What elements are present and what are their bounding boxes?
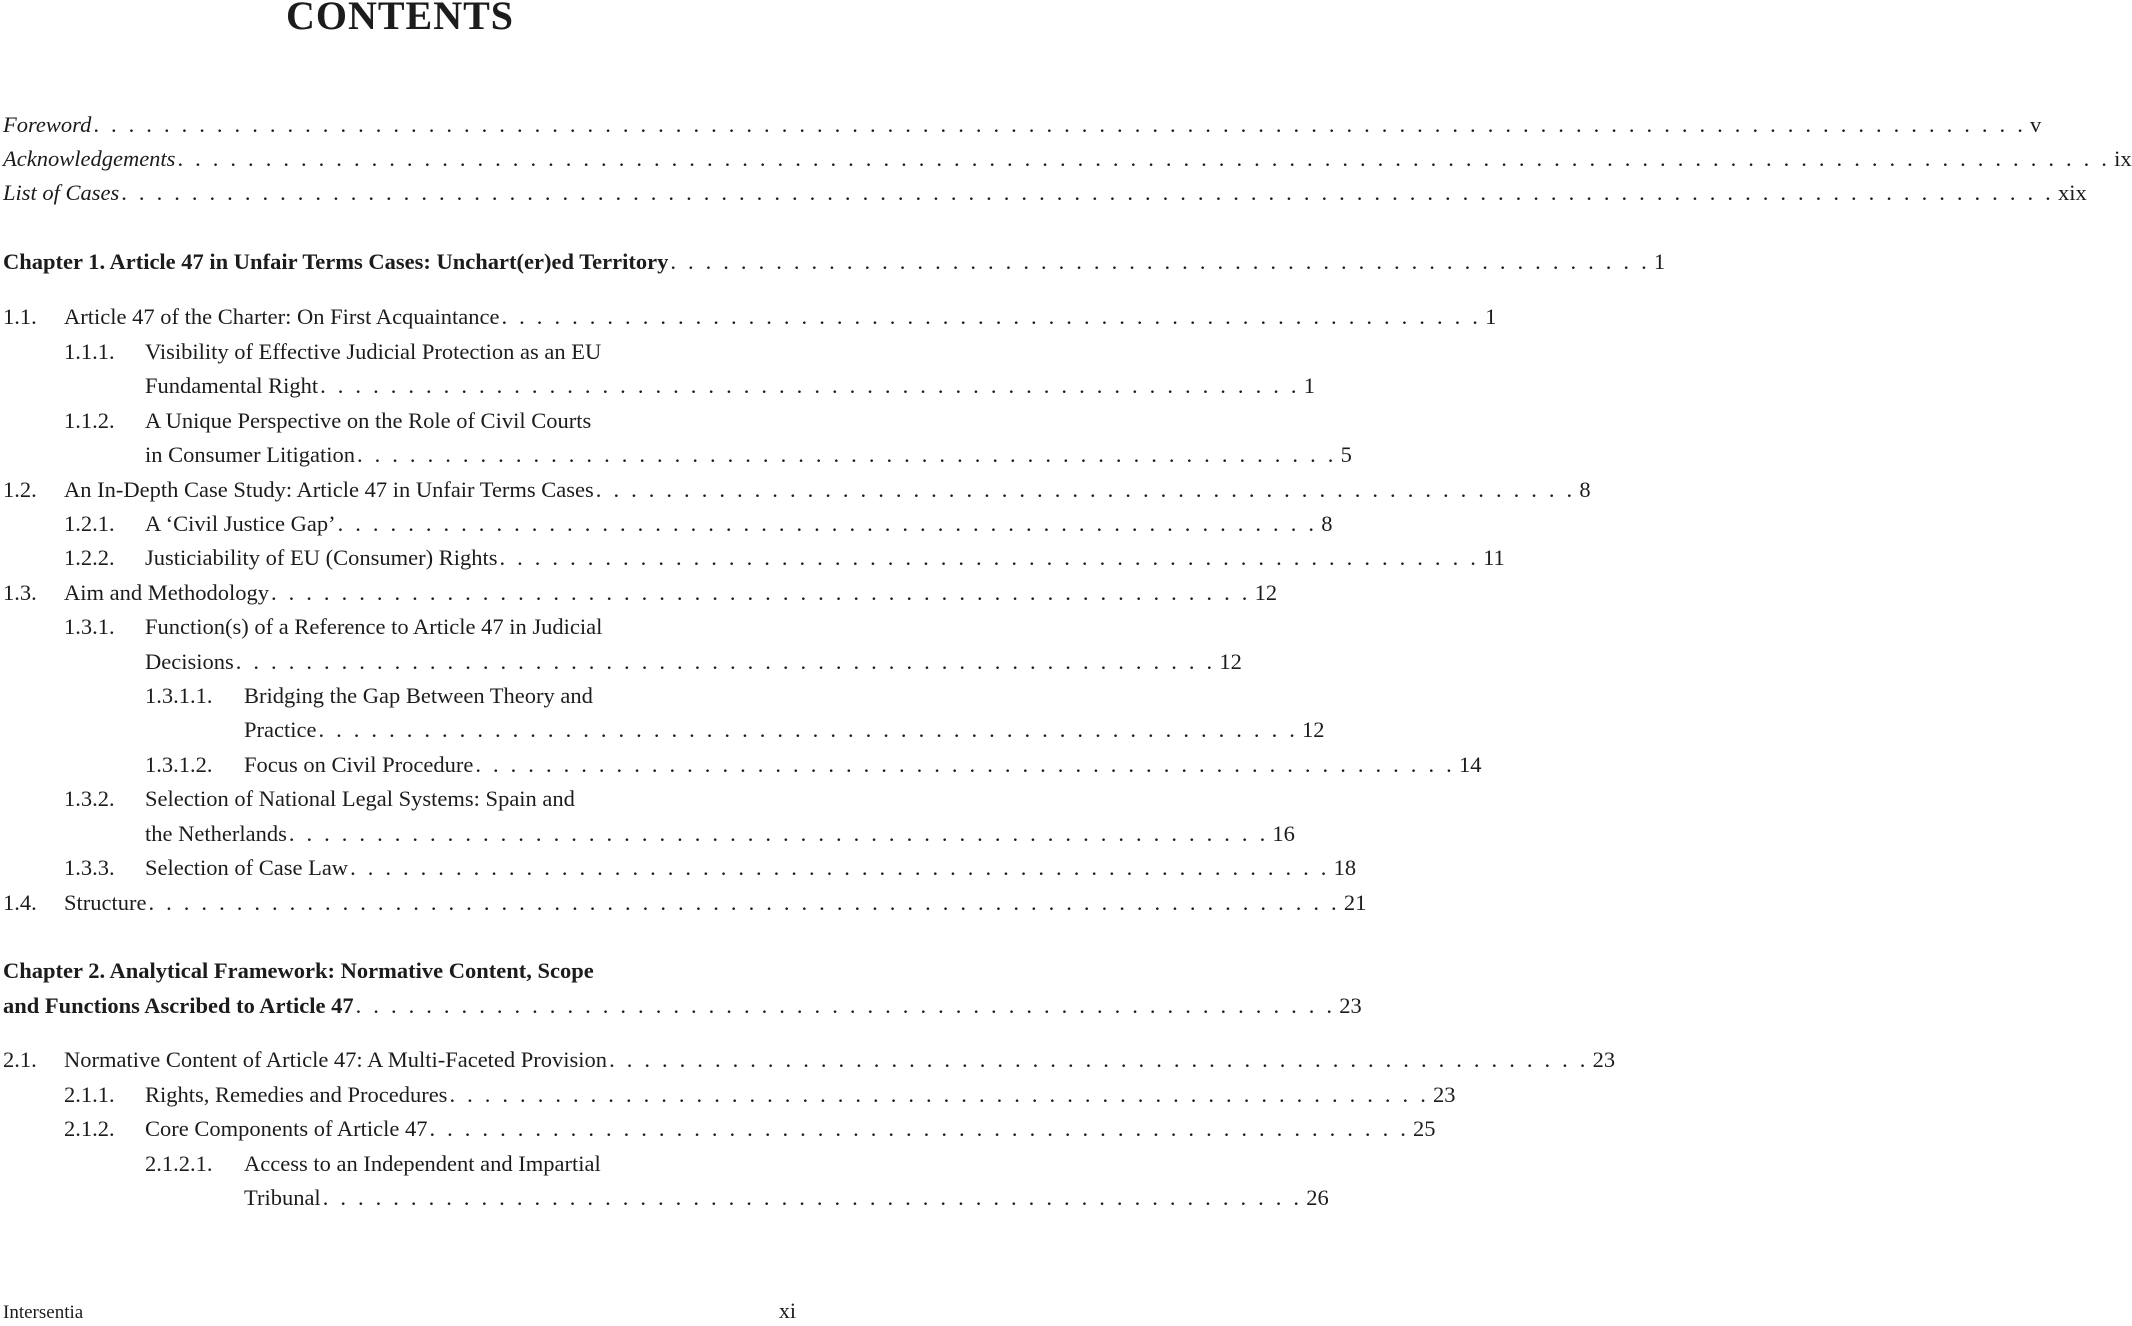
chapter-title: Chapter 1. Article 47 in Unfair Terms Cases: Unchart(er)ed Territory [3,249,669,274]
toc-page-number: 1 [1485,304,1497,329]
footer-publisher: Intersentia [3,1302,84,1323]
dot-leader: . . . . . . . . . . . . . . . . . . . . . . . . . . . . . . . . . . . . . . . . . . . . . . . . . . . . . . . . [322,1185,1303,1210]
dot-leader: . . . . . . . . . . . . . . . . . . . . . . . . . . . . . . . . . . . . . . . . . . . . . . . . . . . . . . . . . . . . . . . . . . . . . . . . . . . . . . . . . . . . . . . . . . . . . . . . . . . . . . . . . . . . . . [121,180,2054,205]
dot-leader: . . . . . . . . . . . . . . . . . . . . . . . . . . . . . . . . . . . . . . . . . . . . . . . . . . . . . . . . . . . . . . . . . . . . . . . . . . . . . . . . . . . . . . . . . . . . . . . . . . . . . . . . . . . . . . [177,146,2111,171]
toc-entry-text: Selection of National Legal Systems: Spain and [145,786,575,811]
chapter-title: Chapter 2. Analytical Framework: Normative Content, Scope [3,958,594,983]
dot-leader: . . . . . . . . . . . . . . . . . . . . . . . . . . . . . . . . . . . . . . . . . . . . . . . . . . . . . . . . [350,855,1330,880]
toc-page-number: 14 [1458,752,1482,777]
toc-entry-text: An In-Depth Case Study: Article 47 in Unfair Terms Cases [64,477,594,502]
toc-entry-1-4[interactable] [0,886,1367,920]
section-number: 1.1. [3,304,37,329]
toc-page-number: 23 [1592,1047,1616,1072]
toc-entry-text: Acknowledgements [3,146,176,171]
toc-entry-text: Visibility of Effective Judicial Protection as an EU [145,339,602,364]
toc-entry-1-3-1-2[interactable] [0,748,1482,782]
section-number: 1.3.3. [64,855,115,880]
dot-leader: . . . . . . . . . . . . . . . . . . . . . . . . . . . . . . . . . . . . . . . . . . . . . . . . . . . . . . . . [320,373,1300,398]
toc-entry-text: Practice [244,717,317,742]
section-number: 2.1.2.1. [145,1151,213,1176]
dot-leader: . . . . . . . . . . . . . . . . . . . . . . . . . . . . . . . . . . . . . . . . . . . . . . . . . . . . . . . . [501,304,1482,329]
toc-chapter-1[interactable] [0,245,1666,279]
toc-entry-text: Core Components of Article 47 [145,1116,428,1141]
toc-entry-text: Decisions [145,649,234,674]
toc-entry-1-1-1-cont[interactable] [0,369,1315,403]
dot-leader: . . . . . . . . . . . . . . . . . . . . . . . . . . . . . . . . . . . . . . . . . . . . . . . . . . . . . . . . [337,511,1318,536]
toc-page-number: 16 [1272,821,1295,846]
toc-page-number: 12 [1302,717,1325,742]
toc-page-number: ix [2114,146,2132,171]
toc-page-number: 8 [1579,477,1591,502]
toc-entry-2-1-2-1[interactable] [0,1147,800,1181]
toc-entry-text: Focus on Civil Procedure [244,752,474,777]
toc-page-number: 25 [1413,1116,1436,1141]
dot-leader: . . . . . . . . . . . . . . . . . . . . . . . . . . . . . . . . . . . . . . . . . . . . . . . . . . . . . . . . [475,752,1455,777]
toc-entry-text: Rights, Remedies and Procedures [145,1082,448,1107]
section-number: 1.3.1.2. [145,752,213,777]
toc-page-number: 18 [1333,855,1357,880]
toc-page-number: 23 [1339,993,1362,1018]
footer-page-number: xi [778,1298,796,1323]
toc-entry-1-2[interactable] [0,473,1591,507]
toc-entry-text: Fundamental Right [145,373,319,398]
dot-leader: . . . . . . . . . . . . . . . . . . . . . . . . . . . . . . . . . . . . . . . . . . . . . . . . . . . . . . . . [355,993,1336,1018]
toc-page-number: 26 [1306,1185,1329,1210]
toc-entry-1-3-1-cont[interactable] [0,645,1242,679]
toc-entry-1-1[interactable] [0,300,1497,334]
toc-entry-1-2-2[interactable] [0,541,1505,575]
section-number: 1.3. [3,580,37,605]
chapter-title: and Functions Ascribed to Article 47 [3,993,354,1018]
toc-page-number: 11 [1483,545,1505,570]
section-number: 1.2. [3,477,37,502]
section-number: 1.1.1. [64,339,115,364]
dot-leader: . . . . . . . . . . . . . . . . . . . . . . . . . . . . . . . . . . . . . . . . . . . . . . . . . . . . . . . . [288,821,1269,846]
toc-entry-foreword[interactable] [0,108,2042,142]
toc-entry-text: A ‘Civil Justice Gap’ [145,511,336,536]
toc-entry-1-3-3[interactable] [0,851,1357,885]
dot-leader: . . . . . . . . . . . . . . . . . . . . . . . . . . . . . . . . . . . . . . . . . . . . . . . . . . . . . . . . [670,249,1650,274]
toc-entry-text: Function(s) of a Reference to Article 47 in Judicial [145,614,603,639]
dot-leader: . . . . . . . . . . . . . . . . . . . . . . . . . . . . . . . . . . . . . . . . . . . . . . . . . . . . . . . . [318,717,1299,742]
dot-leader: . . . . . . . . . . . . . . . . . . . . . . . . . . . . . . . . . . . . . . . . . . . . . . . . . . . . . . . . [429,1116,1410,1141]
section-number: 1.2.1. [64,511,115,536]
toc-page-number: 5 [1340,442,1352,467]
dot-leader: . . . . . . . . . . . . . . . . . . . . . . . . . . . . . . . . . . . . . . . . . . . . . . . . . . . . . . . . [449,1082,1430,1107]
toc-entry-text: Justiciability of EU (Consumer) Rights [145,545,498,570]
section-number: 1.3.2. [64,786,115,811]
toc-entry-1-1-1[interactable] [0,335,800,369]
toc-entry-1-3-2-cont[interactable] [0,817,1295,851]
toc-entry-list-of-cases[interactable] [0,176,2087,210]
toc-page-number: xix [2057,180,2087,205]
dot-leader: . . . . . . . . . . . . . . . . . . . . . . . . . . . . . . . . . . . . . . . . . . . . . . . . . . . . . . . . . . . . . . . . . . . . . . . . . . . . . . . . . . . . . . . . . . . . . . . . . . . . . . . . . . . . . . [93,112,2027,137]
toc-entry-2-1-2-1-cont[interactable] [0,1181,1329,1215]
section-number: 1.3.1.1. [145,683,213,708]
dot-leader: . . . . . . . . . . . . . . . . . . . . . . . . . . . . . . . . . . . . . . . . . . . . . . . . . . . . . . . . [356,442,1337,467]
dot-leader: . . . . . . . . . . . . . . . . . . . . . . . . . . . . . . . . . . . . . . . . . . . . . . . . . . . . . . . . [235,649,1216,674]
section-number: 1.1.2. [64,408,115,433]
dot-leader: . . . . . . . . . . . . . . . . . . . . . . . . . . . . . . . . . . . . . . . . . . . . . . . . . . . . . . . . [270,580,1251,605]
toc-entry-text: Foreword [3,112,92,137]
dot-leader: . . . . . . . . . . . . . . . . . . . . . . . . . . . . . . . . . . . . . . . . . . . . . . . . . . . . . . . . [609,1047,1589,1072]
toc-entry-text: A Unique Perspective on the Role of Civil Courts [145,408,592,433]
toc-chapter-2[interactable] [0,954,800,988]
toc-chapter-2-cont[interactable] [0,989,1362,1023]
section-number: 1.4. [3,890,37,915]
toc-entry-1-1-2-cont[interactable] [0,438,1352,472]
toc-page-number: 12 [1254,580,1278,605]
toc-page-number: v [2030,112,2042,137]
section-number: 2.1.2. [64,1116,115,1141]
section-number: 2.1. [3,1047,37,1072]
toc-page-number: 21 [1343,890,1367,915]
toc-page-number: 23 [1433,1082,1456,1107]
section-number: 1.3.1. [64,614,115,639]
toc-entry-text: the Netherlands [145,821,287,846]
toc-entry-text: List of Cases [3,180,120,205]
toc-entry-text: Selection of Case Law [145,855,349,880]
toc-page-number: 8 [1321,511,1333,536]
toc-entry-2-1-1[interactable] [0,1078,1456,1112]
page-title: CONTENTS [285,0,515,38]
toc-entry-1-1-2[interactable] [0,404,800,438]
section-number: 2.1.1. [64,1082,115,1107]
toc-entry-1-3[interactable] [0,576,1278,610]
toc-entry-text: Aim and Methodology [64,580,269,605]
dot-leader: . . . . . . . . . . . . . . . . . . . . . . . . . . . . . . . . . . . . . . . . . . . . . . . . . . . . . . . . [499,545,1480,570]
dot-leader: . . . . . . . . . . . . . . . . . . . . . . . . . . . . . . . . . . . . . . . . . . . . . . . . . . . . . . . . [595,477,1576,502]
toc-entry-text: Access to an Independent and Impartial [244,1151,601,1176]
toc-entry-1-2-1[interactable] [0,507,1333,541]
toc-entry-1-3-1-1[interactable] [0,679,800,713]
toc-entry-acknowledgements[interactable] [0,142,2132,176]
toc-entry-1-3-2[interactable] [0,782,800,816]
toc-entry-text: Tribunal [244,1185,321,1210]
toc-entry-2-1[interactable] [0,1043,1616,1077]
toc-entry-text: Normative Content of Article 47: A Multi-Faceted Provision [64,1047,608,1072]
toc-entry-text: Bridging the Gap Between Theory and [244,683,593,708]
toc-entry-1-3-1-1-cont[interactable] [0,713,1325,747]
dot-leader: . . . . . . . . . . . . . . . . . . . . . . . . . . . . . . . . . . . . . . . . . . . . . . . . . . . . . . . . . . . . . . . . . . . . [148,890,1340,915]
toc-entry-1-3-1[interactable] [0,610,800,644]
toc-page-number: 1 [1303,373,1315,398]
toc-entry-2-1-2[interactable] [0,1112,1436,1146]
toc-page-number: 1 [1653,249,1666,274]
section-number: 1.2.2. [64,545,115,570]
toc-entry-text: Article 47 of the Charter: On First Acquaintance [64,304,500,329]
toc-entry-text: in Consumer Litigation [145,442,355,467]
toc-page-number: 12 [1219,649,1242,674]
toc-entry-text: Structure [64,890,147,915]
